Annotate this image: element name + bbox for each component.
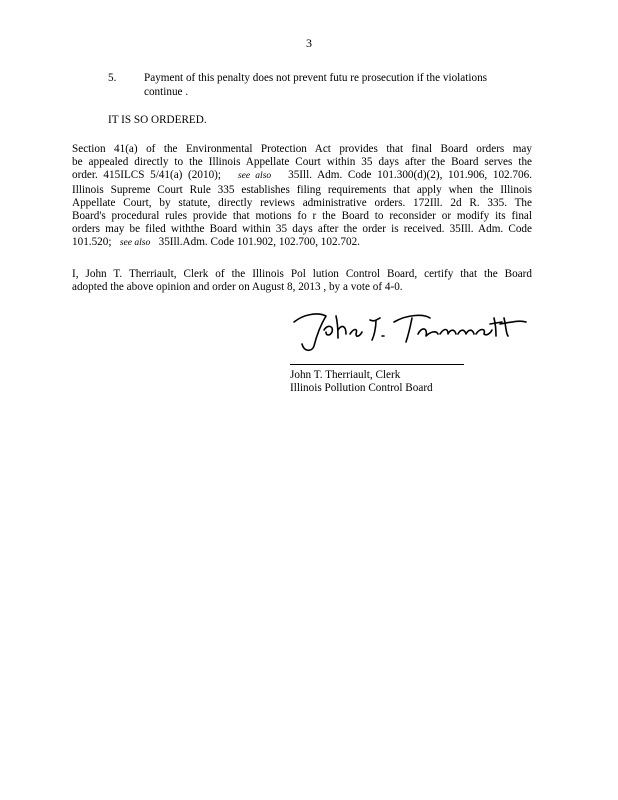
- paragraph-line: Illinois Supreme Court Rule 335 establishes filing requirements that apply when the Illinois: [72, 183, 532, 196]
- paragraph-line: 101.520; see also 35Ill.Adm. Code 101.902, 102.700, 102.702.: [72, 236, 360, 249]
- paragraph-line: adopted the above opinion and order on August 8, 2013 , by a vote of 4-0.: [72, 281, 403, 294]
- item-number: 5.: [108, 72, 117, 84]
- signer-organization: Illinois Pollution Control Board: [290, 382, 433, 394]
- item-text-line-1: Payment of this penalty does not prevent futu re prosecution if the violations: [144, 72, 488, 84]
- paragraph-line: Appellate Court, by statute, directly reviews administrative orders. 172Ill. 2d R. 335. The: [72, 196, 532, 209]
- paragraph-line: Board's procedural rules provide that motions fo r the Board to reconsider or modify its final: [72, 210, 532, 223]
- page-number: 3: [306, 36, 312, 50]
- paragraph-line: I, John T. Therriault, Clerk of the Illinois Pol lution Control Board, certify that the Board: [72, 268, 532, 280]
- signature-line: [290, 364, 464, 365]
- paragraph-line: order. 415ILCS 5/41(a) (2010); see also 35Ill. Adm. Code 101.300(d)(2), 101.906, 102.706.: [72, 169, 533, 182]
- see-also-italic: see also: [237, 171, 272, 182]
- appeal-paragraph: [72, 143, 532, 251]
- paragraph-line: be appealed directly to the Illinois Appellate Court within 35 days after the Board serves the: [72, 156, 532, 169]
- it-is-so-ordered: IT IS SO ORDERED.: [108, 114, 207, 126]
- certification-paragraph: [72, 268, 532, 294]
- paragraph-line: orders may be filed withthe Board within 35 days after the order is received. 35Ill. Adm. Code: [72, 223, 532, 236]
- signer-name: John T. Therriault, Clerk: [290, 369, 401, 381]
- item-text-line-2: continue .: [144, 86, 189, 98]
- paragraph-line: Section 41(a) of the Environmental Protection Act provides that final Board orders may: [72, 143, 532, 155]
- see-also-italic: see also: [119, 238, 151, 249]
- handwritten-signature: [290, 306, 530, 354]
